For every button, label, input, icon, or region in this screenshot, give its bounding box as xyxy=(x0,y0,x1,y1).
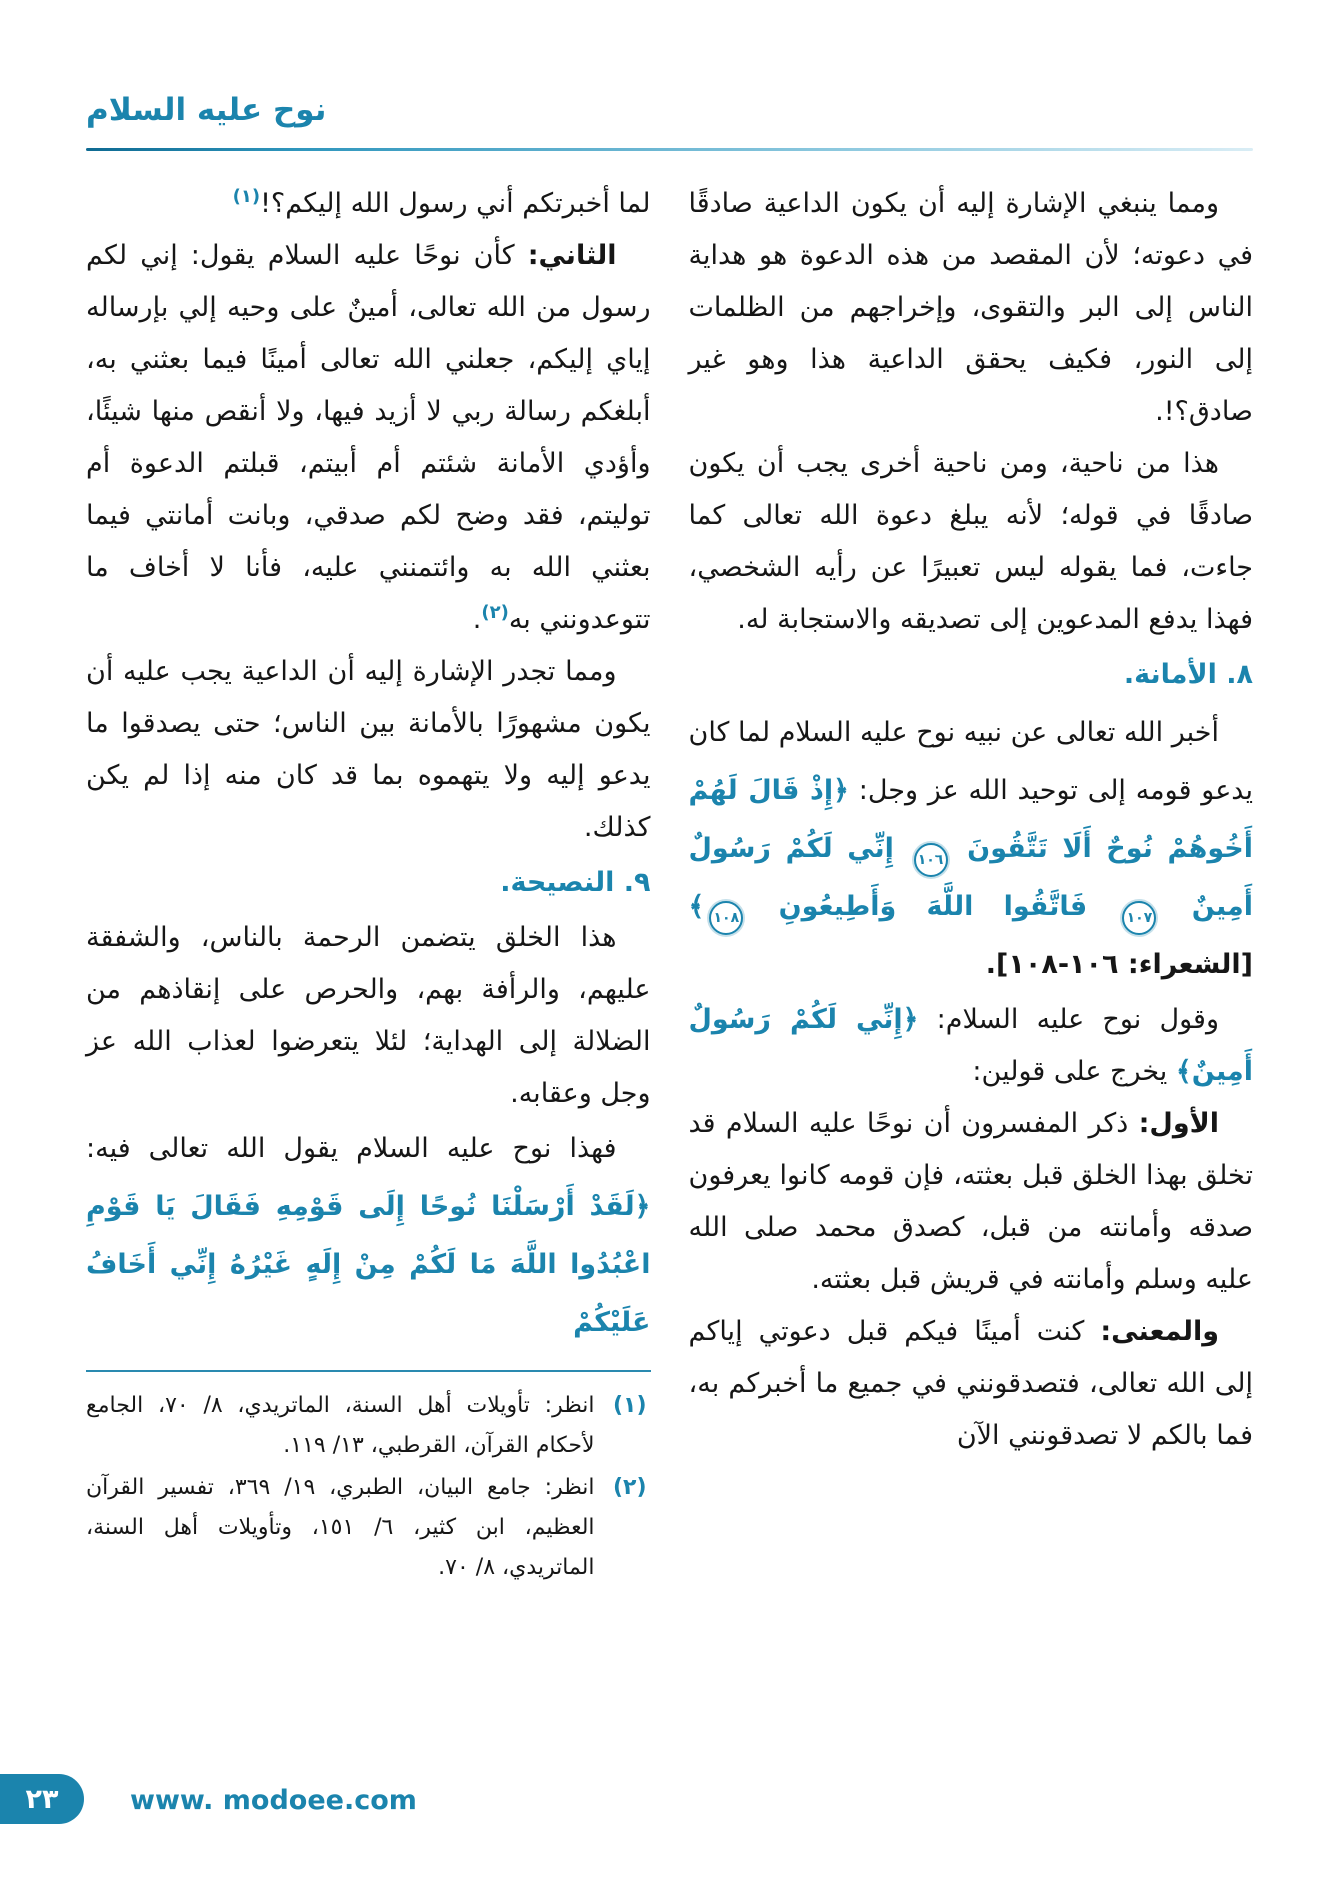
paragraph xyxy=(86,230,651,646)
paragraph xyxy=(689,704,1254,994)
right-column xyxy=(689,178,1254,1462)
header-divider xyxy=(86,148,1253,151)
footnote-text: انظر: تأويلات أهل السنة، الماتريدي، ٨/ ٧٠، الجامع لأحكام القرآن، القرطبي، ١٣/ ١١٩. xyxy=(86,1393,595,1458)
text-run: ومما ينبغي الإشارة إليه أن يكون الداعية صادقًا في دعوته؛ لأن المقصد من هذه الدعوة هو هداية الناس إلى البر والتقوى، وإخراجهم من الظلمات إلى النور، فكيف يحقق الداعية هذا وهو غير صادق؟!. xyxy=(688,188,1253,427)
section-heading-amanah: ٨. الأمانة. xyxy=(1123,659,1253,690)
paragraph xyxy=(86,646,651,854)
quran-verse: إِنِّي لَكُمْ رَسُولٌ أَمِينٌ xyxy=(688,833,1253,922)
section-heading-nasiha: ٩. النصيحة. xyxy=(500,867,651,898)
quran-verse: ﴾ xyxy=(688,891,705,922)
footnote-item xyxy=(86,1468,651,1588)
text-run: كنت أمينًا فيكم قبل دعوتي إياكم إلى الله تعالى، فتصدقونني في جميع ما أخبركم به، فما بالكم لا تصدقونني الآن xyxy=(688,1316,1253,1451)
text-run: كأن نوحًا عليه السلام يقول: إني لكم رسول من الله تعالى، أمينٌ على وحيه إلي بإرساله إياي إليكم، جعلني الله تعالى أمينًا فيما بعثني به، أبلغكم رسالة ربي لا أزيد فيها، ولا أنقص منها شيئًا، وأؤدي الأمانة شئتم أم أبيتم، قبلتم الدعوة أم توليتم، فقد وضح لكم صدقي، وبانت أمانتي فيما بعثني الله به وائتمنني عليه، فأنا لا أخاف ما تتوعدونني به xyxy=(86,240,651,635)
paragraph xyxy=(689,994,1254,1098)
text-run: يخرج على قولين: xyxy=(972,1056,1176,1087)
page-body xyxy=(86,178,1253,1590)
paragraph xyxy=(86,912,651,1120)
left-column xyxy=(86,178,651,1590)
footnote-item xyxy=(86,1386,651,1466)
bold-lead: الأول: xyxy=(1138,1108,1219,1139)
ayah-marker: ١٠٦ xyxy=(914,843,948,877)
text-run: فهذا نوح عليه السلام يقول الله تعالى فيه: xyxy=(86,1133,617,1164)
ayah-marker: ١٠٧ xyxy=(1122,901,1156,935)
footnotes-section xyxy=(86,1370,651,1588)
paragraph-continuation xyxy=(86,178,651,230)
page-title: نوح عليه السلام xyxy=(86,92,327,128)
page-header xyxy=(86,92,1253,162)
website-link[interactable]: www. modoee.com xyxy=(130,1785,417,1816)
two-column-layout xyxy=(86,178,1253,1590)
quran-verse: ﴿إِذْ قَالَ لَهُمْ أَخُوهُمْ نُوحٌ أَلَا تَتَّقُونَ xyxy=(688,775,1253,864)
text-run: أخبر الله تعالى عن نبيه نوح عليه السلام لما كان يدعو قومه إلى توحيد الله عز وجل: xyxy=(688,717,1253,806)
text-run: ذكر المفسرون أن نوحًا عليه السلام قد تخلق بهذا الخلق قبل بعثته، فإن قومه كانوا يعرفون صدقه وأمانته من قبل، كصدق محمد صلى الله عليه وسلم وأمانته في قريش قبل بعثته. xyxy=(688,1108,1253,1295)
text-run: هذا الخلق يتضمن الرحمة بالناس، والشفقة عليهم، والرأفة بهم، والحرص على إنقاذهم من الضلالة إلى الهداية؛ لئلا يتعرضوا لعذاب الله عز وجل وعقابه. xyxy=(86,922,651,1109)
quran-verse: ﴿إِنِّي لَكُمْ رَسُولٌ أَمِينٌ﴾ xyxy=(688,1004,1253,1087)
paragraph xyxy=(689,178,1254,438)
footnote-ref: (٢) xyxy=(481,602,509,623)
footnote-marker: (١) xyxy=(612,1393,647,1418)
quran-verse: ﴿لَقَدْ أَرْسَلْنَا نُوحًا إِلَى قَوْمِهِ فَقَالَ يَا قَوْمِ اعْبُدُوا اللَّهَ مَا لَكُمْ مِنْ إِلَهٍ غَيْرُهُ إِنِّي أَخَافُ عَلَيْكُمْ xyxy=(86,1191,651,1338)
text-run: لما أخبرتكم أني رسول الله إليكم؟! xyxy=(260,188,651,219)
text-run: وقول نوح عليه السلام: xyxy=(918,1004,1219,1035)
footnote-text: انظر: جامع البيان، الطبري، ١٩/ ٣٦٩، تفسير القرآن العظيم، ابن كثير، ٦/ ١٥١، وتأويلات أهل السنة، الماتريدي، ٨/ ٧٠. xyxy=(86,1475,595,1580)
ayah-marker: ١٠٨ xyxy=(709,901,743,935)
paragraph xyxy=(86,1120,651,1352)
page-number: ٢٣ xyxy=(25,1783,59,1815)
bold-lead: الثاني: xyxy=(527,240,617,271)
page-number-badge xyxy=(0,1774,84,1824)
footnote-marker: (٢) xyxy=(612,1475,647,1500)
text-run: ومما تجدر الإشارة إليه أن الداعية يجب عليه أن يكون مشهورًا بالأمانة بين الناس؛ حتى يصدقوا ما يدعو إليه ولا يتهموه بما قد كان منه إذا لم يكن كذلك. xyxy=(86,656,651,843)
text-run: هذا من ناحية، ومن ناحية أخرى يجب أن يكون صادقًا في قوله؛ لأنه يبلغ دعوة الله تعالى كما جاءت، فما يقوله ليس تعبيرًا عن رأيه الشخصي، فهذا يدفع المدعوين إلى تصديقه والاستجابة له. xyxy=(688,448,1253,635)
paragraph xyxy=(689,1306,1254,1462)
quran-verse: فَاتَّقُوا اللَّهَ وَأَطِيعُونِ xyxy=(748,891,1118,922)
paragraph xyxy=(689,1098,1254,1306)
paragraph xyxy=(689,438,1254,646)
text-run: . xyxy=(472,604,482,635)
bold-lead: والمعنى: xyxy=(1100,1316,1219,1347)
surah-reference: [الشعراء: ١٠٦-١٠٨]. xyxy=(985,949,1253,980)
footnote-ref: (١) xyxy=(232,186,261,207)
